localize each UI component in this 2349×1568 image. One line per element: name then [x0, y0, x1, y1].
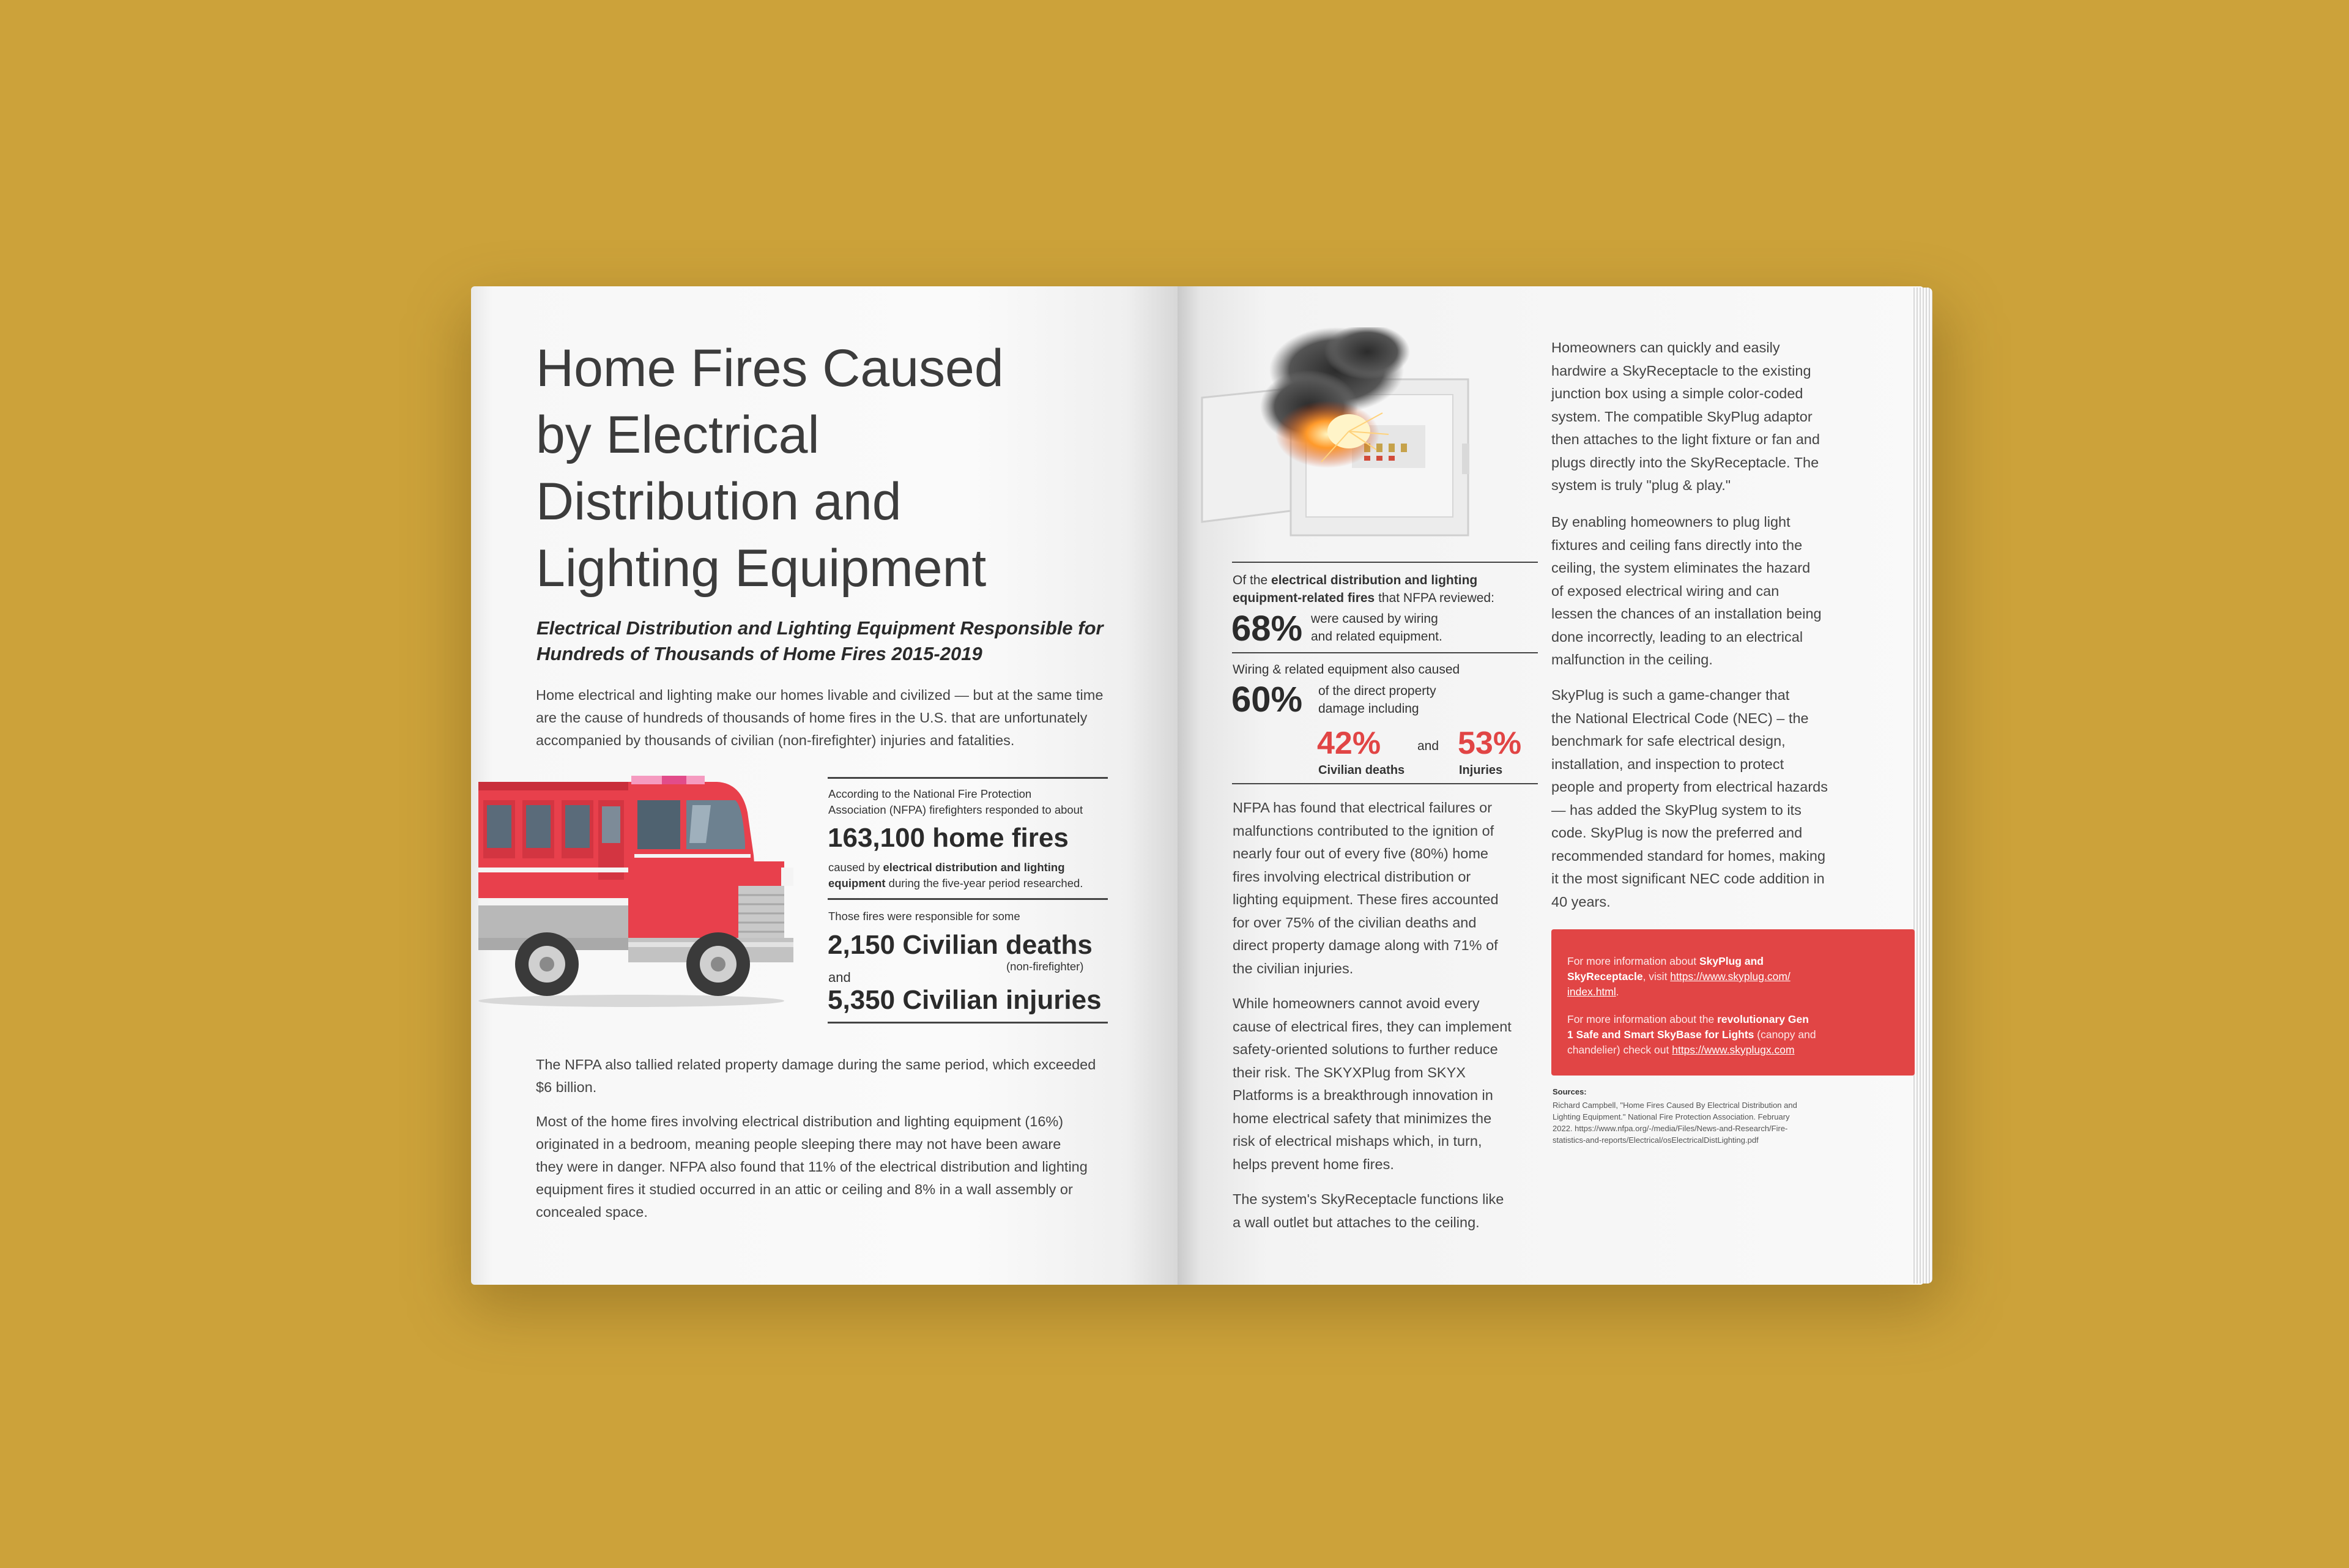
civilian-injuries-stat: 5,350 Civilian injuries [828, 985, 1102, 1015]
stats-bottom-rule [828, 1022, 1108, 1024]
pct68-description: were caused by wiring and related equipment. [1311, 612, 1442, 644]
and-text: and [828, 970, 851, 985]
burning-electrical-panel-illustration [1199, 327, 1493, 541]
middle-top-rule [1232, 562, 1538, 563]
middle-mid-rule [1232, 652, 1538, 653]
nec-paragraph: SkyPlug is such a game-changer that the National Electrical Code (NEC) – the benchmark for safe electrical design, installation, and inspection to protect people and property from electrical hazards — has added the SkyPlug system to its code. SkyPlug is now the preferred and recommended standard for homes, making it the most significant NEC code addition in 40 years. [1551, 687, 1828, 910]
nfpa-found-paragraph: NFPA has found that electrical failures or malfunctions contributed to the ignition of nearly four out of every five (80%) home fires involving electrical distribution or lighting equipment. These fires accounted for over 75% of the civilian deaths and direct property damage along with 71% of the civilian injuries. [1233, 800, 1499, 976]
fire-truck-illustration [478, 776, 796, 1008]
pct42-label: Civilian deaths [1318, 764, 1405, 777]
caused-by-text: caused by electrical distribution and lighting equipment during the five-year period researched. [828, 861, 1083, 890]
homeowners-cannot-avoid-paragraph: While homeowners cannot avoid every cause of electrical fires, they can implement safety-oriented solutions to further reduce their risk. The SKYXPlug from SKYX Platforms is a breakthrough innovation in home electrical safety that minimizes the risk of electrical mishaps which, in turn, helps prevent home fires. [1233, 995, 1512, 1172]
nonfirefighter-note: (non-firefighter) [1006, 960, 1084, 973]
enabling-homeowners-paragraph: By enabling homeowners to plug light fixtures and ceiling fans directly into the ceiling, the system eliminates the hazard of exposed electrical wiring and can lessen the chances of an installation being done incorrectly, leading to an electrical malfunction in the ceiling. [1551, 514, 1822, 667]
civilian-deaths-stat: 2,150 Civilian deaths [828, 930, 1093, 960]
sources-label: Sources: [1553, 1087, 1587, 1096]
pct-and-text: and [1417, 739, 1439, 753]
stats-top-rule [828, 777, 1108, 779]
of-the-fires-text: Of the electrical distribution and lighting equipment-related fires that NFPA reviewed: [1233, 573, 1494, 605]
page-edges [1912, 288, 1932, 1284]
skybase-info-text: For more information about the revolutionary Gen 1 Safe and Smart SkyBase for Lights (canopy and chandelier) check out https://www.skyplugx.com [1567, 1013, 1816, 1056]
home-fires-stat: 163,100 home fires [828, 823, 1069, 853]
skyplug-info-text: For more information about SkyPlug and SkyReceptacle, visit https://www.skyplug.com/ index.html. [1567, 955, 1791, 998]
page-subtitle: Electrical Distribution and Lighting Equipment Responsible for Hundreds of Thousands of Home Fires 2015-2019 [536, 617, 1104, 664]
intro-paragraph: Home electrical and lighting make our homes livable and civilized — but at the same time are the cause of hundreds of thousands of home fires in the U.S. that are unfortunately accompanied by thousands of civilian (non-firefighter) injuries and fatalities. [536, 687, 1104, 748]
pct60-stat: 60% [1231, 680, 1303, 719]
middle-bottom-rule [1232, 783, 1538, 784]
pct53-stat: 53% [1458, 726, 1522, 761]
skyplug-index-link[interactable]: index.html [1567, 986, 1616, 998]
pct42-stat: 42% [1317, 726, 1381, 761]
nfpa-according-text: According to the National Fire Protection Association (NFPA) firefighters responded to about [828, 787, 1083, 816]
skyreceptacle-paragraph: The system's SkyReceptacle functions like a wall outlet but attaches to the ceiling. [1233, 1191, 1504, 1230]
skyplug-link[interactable]: https://www.skyplug.com/ [1670, 970, 1791, 983]
property-damage-paragraph: The NFPA also tallied related property damage during the same period, which exceeded $6 billion. [536, 1057, 1096, 1095]
sources-text: Richard Campbell, "Home Fires Caused By Electrical Distribution and Lighting Equipment." National Fire Protection Association. February 2022. https://www.nfpa.org/-/media/Files/News-and-Research/Fire- statistics-and-reports/Electrical/osElectricalDistLighting.pdf [1553, 1101, 1797, 1145]
pct53-label: Injuries [1459, 764, 1503, 777]
page-title: Home Fires Caused by Electrical Distribution and Lighting Equipment [536, 339, 1004, 598]
hardwire-paragraph: Homeowners can quickly and easily hardwire a SkyReceptacle to the existing junction box using a simple color-coded system. The compatible SkyPlug adaptor then attaches to the light fixture or fan and plugs directly into the SkyReceptacle. The system is truly "plug & play." [1551, 340, 1820, 493]
bedroom-paragraph: Most of the home fires involving electrical distribution and lighting equipment (16%) originated in a bedroom, meaning people sleeping there may not have been aware they were in danger. NFPA also found that 11% of the electrical distribution and lighting equipment fires it studied occurred in an attic or ceiling and 8% in a wall assembly or concealed space. [536, 1113, 1088, 1220]
skyplugx-link[interactable]: https://www.skyplugx.com [1672, 1044, 1795, 1056]
pct60-description: of the direct property damage including [1318, 684, 1436, 716]
responsible-text: Those fires were responsible for some [828, 910, 1020, 923]
wiring-caused-text: Wiring & related equipment also caused [1233, 663, 1460, 677]
pct68-stat: 68% [1231, 609, 1303, 648]
stats-mid-rule [828, 898, 1108, 900]
